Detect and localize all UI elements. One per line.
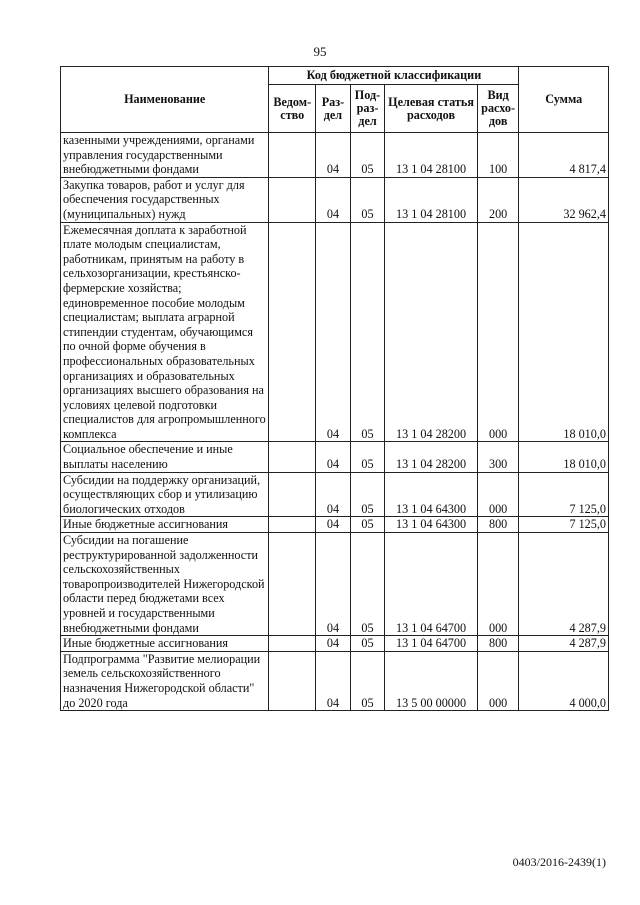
header-classification-code: Код бюджетной классификации — [269, 67, 519, 85]
cell-expense-type: 300 — [477, 442, 519, 472]
table-row — [61, 442, 609, 472]
cell-expense-type: 000 — [477, 533, 519, 636]
cell-razdel: 04 — [316, 651, 351, 710]
page-number: 95 — [313, 44, 327, 59]
cell-podrazdel: 05 — [350, 636, 385, 652]
table-row — [61, 517, 609, 533]
cell-sum: 4 287,9 — [519, 533, 609, 636]
table-row — [61, 222, 609, 442]
cell-vedomstvo — [269, 222, 316, 442]
cell-name: Субсидии на погашение реструктурированной задолженности сельскохозяйственных товаропроизводителей Нижегородской области перед бюджетами всех уровней и государственными внебюджетными фондами — [61, 533, 269, 636]
cell-name: Социальное обеспечение и иные выплаты населению — [61, 442, 269, 472]
cell-target-article: 13 1 04 28200 — [385, 442, 478, 472]
cell-sum: 18 010,0 — [519, 222, 609, 442]
table-body — [61, 133, 609, 711]
cell-vedomstvo — [269, 636, 316, 652]
cell-sum: 4 287,9 — [519, 636, 609, 652]
cell-vedomstvo — [269, 133, 316, 178]
cell-sum: 18 010,0 — [519, 442, 609, 472]
cell-sum: 4 000,0 — [519, 651, 609, 710]
cell-target-article: 13 1 04 28200 — [385, 222, 478, 442]
cell-target-article: 13 1 04 28100 — [385, 177, 478, 222]
cell-target-article: 13 1 04 64700 — [385, 533, 478, 636]
header-name: Наименование — [61, 67, 269, 133]
cell-podrazdel: 05 — [350, 133, 385, 178]
cell-podrazdel: 05 — [350, 472, 385, 517]
table-row — [61, 177, 609, 222]
header-expense-type: Вид расхо-дов — [477, 85, 519, 133]
table-row — [61, 651, 609, 710]
cell-expense-type: 200 — [477, 177, 519, 222]
cell-name: Иные бюджетные ассигнования — [61, 517, 269, 533]
budget-table — [60, 66, 609, 711]
cell-sum: 7 125,0 — [519, 517, 609, 533]
cell-target-article: 13 5 00 00000 — [385, 651, 478, 710]
cell-podrazdel: 05 — [350, 177, 385, 222]
cell-vedomstvo — [269, 533, 316, 636]
cell-podrazdel: 05 — [350, 651, 385, 710]
cell-podrazdel: 05 — [350, 442, 385, 472]
cell-razdel: 04 — [316, 177, 351, 222]
cell-name: Подпрограмма "Развитие мелиорации земель сельскохозяйственного назначения Нижегородской области" до 2020 года — [61, 651, 269, 710]
cell-razdel: 04 — [316, 533, 351, 636]
table-row — [61, 636, 609, 652]
cell-expense-type: 800 — [477, 636, 519, 652]
cell-podrazdel: 05 — [350, 222, 385, 442]
cell-name: казенными учреждениями, органами управления государственными внебюджетными фондами — [61, 133, 269, 178]
cell-vedomstvo — [269, 472, 316, 517]
cell-vedomstvo — [269, 517, 316, 533]
cell-vedomstvo — [269, 651, 316, 710]
cell-razdel: 04 — [316, 442, 351, 472]
cell-vedomstvo — [269, 442, 316, 472]
cell-expense-type: 000 — [477, 472, 519, 517]
header-razdel: Раз-дел — [316, 85, 351, 133]
cell-target-article: 13 1 04 64300 — [385, 517, 478, 533]
cell-expense-type: 800 — [477, 517, 519, 533]
cell-sum: 7 125,0 — [519, 472, 609, 517]
cell-target-article: 13 1 04 64700 — [385, 636, 478, 652]
cell-podrazdel: 05 — [350, 517, 385, 533]
table-header — [61, 67, 609, 133]
cell-vedomstvo — [269, 177, 316, 222]
cell-expense-type: 000 — [477, 222, 519, 442]
table-row — [61, 472, 609, 517]
header-vedomstvo: Ведом-ство — [269, 85, 316, 133]
header-podrazdel: Под-раз-дел — [350, 85, 385, 133]
cell-razdel: 04 — [316, 222, 351, 442]
cell-podrazdel: 05 — [350, 533, 385, 636]
document-code: 0403/2016-2439(1) — [512, 855, 606, 869]
cell-name: Субсидии на поддержку организаций, осуществляющих сбор и утилизацию биологических отходов — [61, 472, 269, 517]
cell-name: Ежемесячная доплата к заработной плате молодым специалистам, работникам, принятым на работу в сельхозорганизации, крестьянско-фермерские хозяйства; единовременное пособие молодым специалистам; выплата аграрной стипендии студентам, обучающимся по очной форме обучения в профессиональных образовательных организациях и образовательных организациях высшего образования на условиях целевой подготовки специалистов для агропромышленного комплекса — [61, 222, 269, 442]
header-sum: Сумма — [519, 67, 609, 133]
cell-razdel: 04 — [316, 133, 351, 178]
cell-target-article: 13 1 04 28100 — [385, 133, 478, 178]
cell-sum: 32 962,4 — [519, 177, 609, 222]
cell-target-article: 13 1 04 64300 — [385, 472, 478, 517]
cell-name: Закупка товаров, работ и услуг для обеспечения государственных (муниципальных) нужд — [61, 177, 269, 222]
cell-expense-type: 000 — [477, 651, 519, 710]
cell-razdel: 04 — [316, 517, 351, 533]
cell-expense-type: 100 — [477, 133, 519, 178]
table-row — [61, 533, 609, 636]
cell-razdel: 04 — [316, 636, 351, 652]
cell-razdel: 04 — [316, 472, 351, 517]
cell-name: Иные бюджетные ассигнования — [61, 636, 269, 652]
header-target-article: Целевая статья расходов — [385, 85, 478, 133]
table-row — [61, 133, 609, 178]
cell-sum: 4 817,4 — [519, 133, 609, 178]
